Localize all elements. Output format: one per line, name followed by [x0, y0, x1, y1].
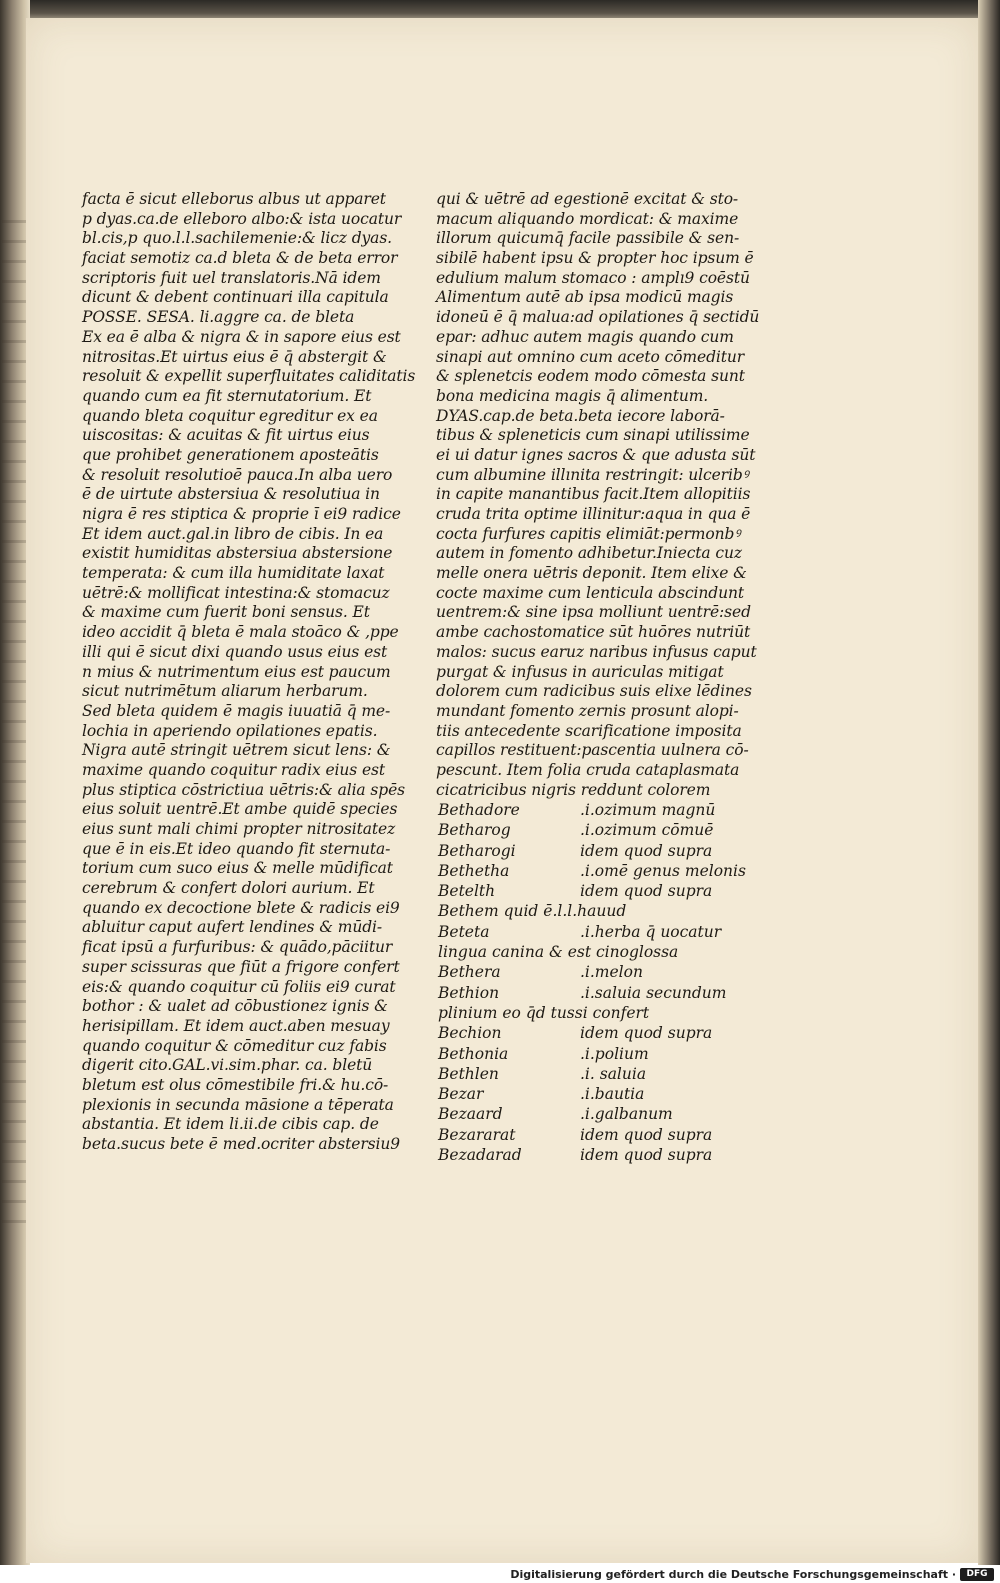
- text-line: edulium malum stomaco : amplı9 coēstū: [436, 268, 750, 287]
- glossary-entry: [438, 1104, 718, 1124]
- text-line: tiis antecedente scarificatione imposita: [436, 721, 742, 740]
- text-line: quando cum ea fit sternutatorium. Et: [82, 386, 372, 405]
- glossary-term: Beteta: [438, 922, 490, 941]
- text-line: cum albumine illınita restringit: ulceribꝰ: [436, 465, 749, 484]
- text-line: pescunt. Item folia cruda cataplasmata: [436, 760, 740, 779]
- glossary-definition: .i.saluia secundum: [580, 983, 727, 1002]
- glossary-entry: [438, 1064, 718, 1084]
- text-line: cerebrum & confert dolori aurium. Et: [82, 879, 375, 898]
- glossary-entry: [438, 1125, 718, 1145]
- text-line: bothor : & ualet ad cōbustionez ignis &: [82, 997, 388, 1016]
- text-line: bletum est olus cōmestibile fri.& hu.cō-: [82, 1075, 389, 1094]
- text-line: ideo accidit q̄ bleta ē mala stoāco & ,ppe: [82, 623, 399, 642]
- text-line: quando coquitur & cōmeditur cuz fabis: [82, 1036, 387, 1055]
- glossary-entry: [438, 1044, 718, 1064]
- text-line: sicut nutrimētum aliarum herbarum.: [82, 682, 368, 701]
- text-line: malos: sucus earuz naribus infusus caput: [436, 642, 757, 661]
- text-line: plus stiptica cōstrictiua uētris:& alia spēs: [82, 780, 406, 799]
- text-line: Alimentum autē ab ipsa modicū magis: [436, 288, 734, 307]
- text-line: & resoluit resolutioē pauca.In alba uero: [82, 465, 393, 484]
- text-line: facta ē sicut elleborus albus ut apparet: [82, 190, 386, 208]
- glossary-term: Betelth: [438, 882, 496, 901]
- glossary-entry: [438, 1084, 718, 1104]
- text-line: uiscositas: & acuitas & fit uirtus eius: [82, 426, 370, 445]
- text-line: quando bleta coquitur egreditur ex ea: [82, 406, 378, 425]
- text-line: POSSE. SESA. li.aggre ca. de bleta: [82, 308, 355, 327]
- text-line: que prohibet generationem aposteātis: [82, 445, 379, 464]
- glossary-definition: .i.galbanum: [580, 1105, 673, 1124]
- glossary-definition: .i. saluia: [580, 1064, 647, 1083]
- glossary-term: Bethem quid ē.l.l.hauud: [438, 902, 627, 921]
- text-line: super scissuras que fiūt a frigore confert: [82, 957, 400, 976]
- text-line: eius sunt mali chimi propter nitrositatez: [82, 820, 396, 838]
- glossary-entry: [438, 861, 746, 881]
- text-line: dicunt & debent continuari illa capitula: [82, 288, 389, 307]
- text-line: ei ui datur ignes sacros & que adusta sūt: [436, 445, 756, 464]
- glossary-entry: [438, 820, 718, 840]
- glossary-definition: .i.polium: [580, 1044, 649, 1063]
- text-line: que ē in eis.Et ideo quando fit sternuta-: [82, 839, 391, 858]
- text-line: & maxime cum fuerit boni sensus. Et: [82, 603, 370, 622]
- text-line: dolorem cum radicibus suis elixe lēdines: [436, 682, 752, 701]
- text-line: plexionis in secunda māsione a tēperata: [82, 1095, 394, 1114]
- text-line: Nigra autē stringit uētrem sicut lens: &: [82, 741, 391, 760]
- text-line: cicatricibus nigris reddunt colorem: [436, 780, 711, 799]
- glossary-definition: idem quod supra: [580, 1125, 713, 1144]
- text-line: temperata: & cum illa humiditate laxat: [82, 564, 385, 583]
- glossary-entry: [438, 922, 722, 942]
- text-line: maxime quando coquitur radix eius est: [82, 760, 386, 779]
- glossary-definition: idem quod supra: [580, 1024, 713, 1043]
- text-line: n mius & nutrimentum eius est paucum: [82, 662, 391, 681]
- glossary-entry: [438, 962, 718, 982]
- glossary-definition: .i.omē genus melonis: [580, 861, 746, 880]
- text-line: tibus & spleneticis cum sinapi utilissime: [436, 426, 750, 445]
- glossary-term: Bethlen: [438, 1064, 499, 1083]
- glossary-definition: idem quod supra: [580, 882, 713, 901]
- text-line: mundant fomento zernis prosunt alopi-: [436, 701, 739, 720]
- glossary-term: Bethera: [438, 963, 501, 982]
- text-line: idoneū ē q̄ malua:ad opilationes q̄ sectidū: [436, 308, 760, 327]
- text-line: in capite manantibus facit.Item allopitiis: [436, 485, 751, 504]
- glossary-definition: .i.bautia: [580, 1085, 645, 1104]
- text-line: faciat semotiz ca.d bleta & de beta error: [82, 249, 398, 268]
- glossary-entry: [438, 1003, 718, 1023]
- text-line: eius soluit uentrē.Et ambe quidē species: [82, 800, 398, 819]
- text-line: uētrē:& mollificat intestina:& stomacuz: [82, 583, 390, 602]
- text-line: cruda trita optime illinitur:aqua in qua ē: [436, 505, 751, 523]
- text-line: ambe cachostomatice sūt huōres nutriūt: [436, 623, 751, 642]
- text-line: illorum quicumq̄ facile passibile & sen-: [436, 229, 740, 248]
- glossary-definition: idem quod supra: [580, 1146, 713, 1165]
- text-line: melle onera uētris deponit. Item elixe &: [436, 564, 747, 583]
- glossary-definition: .i.ozimum magnū: [580, 801, 716, 819]
- glossary-term: Bechion: [438, 1024, 502, 1043]
- glossary-term: Bethion: [438, 983, 500, 1002]
- glossary-term: Bezararat: [438, 1125, 516, 1144]
- text-line: qui & uētrē ad egestionē excitat & sto-: [436, 190, 739, 208]
- text-line: nigra ē res stiptica & proprie ī ei9 radice: [82, 505, 401, 523]
- glossary-term: Bethetha: [438, 861, 510, 880]
- text-line: abstantia. Et idem li.ii.de cibis cap. de: [82, 1115, 379, 1134]
- text-line: lochia in aperiendo opilationes epatis.: [82, 721, 378, 740]
- glossary-term: Bezar: [438, 1085, 484, 1104]
- text-line: eis:& quando coquitur cū foliis ei9 curat: [82, 977, 396, 996]
- glossary-term: Bezaard: [438, 1105, 503, 1124]
- text-line: uentrem:& sine ipsa molliunt uentrē:sed: [436, 603, 751, 622]
- glossary-definition: .i.melon: [580, 963, 643, 982]
- text-line: nitrositas.Et uirtus eius ē q̄ abstergit &: [82, 347, 387, 366]
- text-line: quando ex decoctione blete & radicis ei9: [82, 898, 400, 917]
- text-line: cocta furfures capitis elimiāt:permonbꝰ: [436, 524, 741, 543]
- glossary-term: Betharogi: [438, 841, 516, 860]
- glossary-term: plinium eo q̄d tussi confert: [438, 1003, 650, 1022]
- text-line: autem in fomento adhibetur.Iniecta cuz: [436, 544, 742, 563]
- glossary-entry: [438, 841, 718, 861]
- text-line: bona medicina magis q̄ alimentum.: [436, 386, 709, 405]
- glossary-definition: .i.ozimum cōmuē: [580, 821, 714, 840]
- text-line: Sed bleta quidem ē magis iuuatiā q̄ me-: [82, 701, 391, 720]
- glossary-entry: [438, 942, 718, 962]
- glossary-entry: [438, 800, 718, 820]
- dfg-logo: DFG: [960, 1568, 994, 1581]
- glossary-entry: [438, 1145, 718, 1165]
- facing-page-bleed: [2, 220, 26, 1240]
- glossary-term: Bezadarad: [438, 1146, 522, 1165]
- text-line: macum aliquando mordicat: & maxime: [436, 209, 739, 228]
- text-line: illi qui ē sicut dixi quando usus eius est: [82, 642, 388, 661]
- text-line: herisipillam. Et idem auct.aben mesuay: [82, 1016, 390, 1035]
- text-line: cocte maxime cum lenticula abscindunt: [436, 583, 744, 602]
- text-line: DYAS.cap.de beta.beta iecore laborā-: [436, 406, 725, 425]
- funding-credit: Digitalisierung gefördert durch die Deutsche Forschungsgemeinschaft ·: [510, 1568, 956, 1581]
- glossary-entry: [438, 901, 718, 921]
- glossary-list: [438, 800, 746, 1165]
- glossary-definition: idem quod supra: [580, 841, 713, 860]
- glossary-term: Betharog: [438, 821, 511, 840]
- glossary-entry: [438, 881, 718, 901]
- glossary-entry: [438, 1023, 718, 1043]
- text-line: ficat ipsū a furfuribus: & quādo,pāciitur: [82, 938, 393, 957]
- text-line: purgat & infusus in auriculas mitigat: [436, 662, 724, 681]
- text-line: sinapi aut omnino cum aceto cōmeditur: [436, 347, 745, 366]
- text-line: p dyas.ca.de elleboro albo:& ista uocatur: [82, 209, 402, 228]
- text-line: capillos restituent:pascentia uulnera cō-: [436, 741, 749, 760]
- text-line: resoluit & expellit superfluitates caliditatis: [82, 367, 416, 386]
- left-text-column: [82, 190, 416, 1155]
- text-line: digerit cito.GAL.vi.sim.phar. ca. bletū: [82, 1056, 373, 1075]
- footer-bar: [0, 1565, 1000, 1583]
- text-line: scriptoris fuit uel translatoris.Nā idem: [82, 268, 381, 287]
- text-line: existit humiditas abstersiua abstersione: [82, 544, 393, 563]
- text-line: ē de uirtute abstersiua & resolutiua in: [82, 485, 380, 504]
- glossary-definition: .i.herba q̄ uocatur: [580, 922, 722, 941]
- text-line: bl.cis,p quo.l.l.sachilemenie:& licz dyas.: [82, 229, 393, 248]
- glossary-entry: [438, 983, 727, 1003]
- text-line: beta.sucus bete ē med.ocriter abstersiu9: [82, 1135, 401, 1153]
- glossary-term: lingua canina & est cinoglossa: [438, 943, 679, 962]
- text-line: Et idem auct.gal.in libro de cibis. In ea: [82, 524, 384, 543]
- text-line: epar: adhuc autem magis quando cum: [436, 327, 734, 346]
- text-line: & splenetcis eodem modo cōmesta sunt: [436, 367, 745, 386]
- text-line: torium cum suco eius & melle mūdificat: [82, 859, 393, 878]
- glossary-term: Bethadore: [438, 801, 520, 819]
- text-line: abluitur caput aufert lendines & mūdi-: [82, 918, 383, 937]
- right-text-column: [436, 190, 760, 800]
- scan-right-shadow: [978, 0, 1000, 1565]
- glossary-term: Bethonia: [438, 1044, 509, 1063]
- text-line: Ex ea ē alba & nigra & in sapore eius est: [82, 327, 401, 346]
- text-line: sibilē habent ipsu & propter hoc ipsum ē: [436, 249, 754, 268]
